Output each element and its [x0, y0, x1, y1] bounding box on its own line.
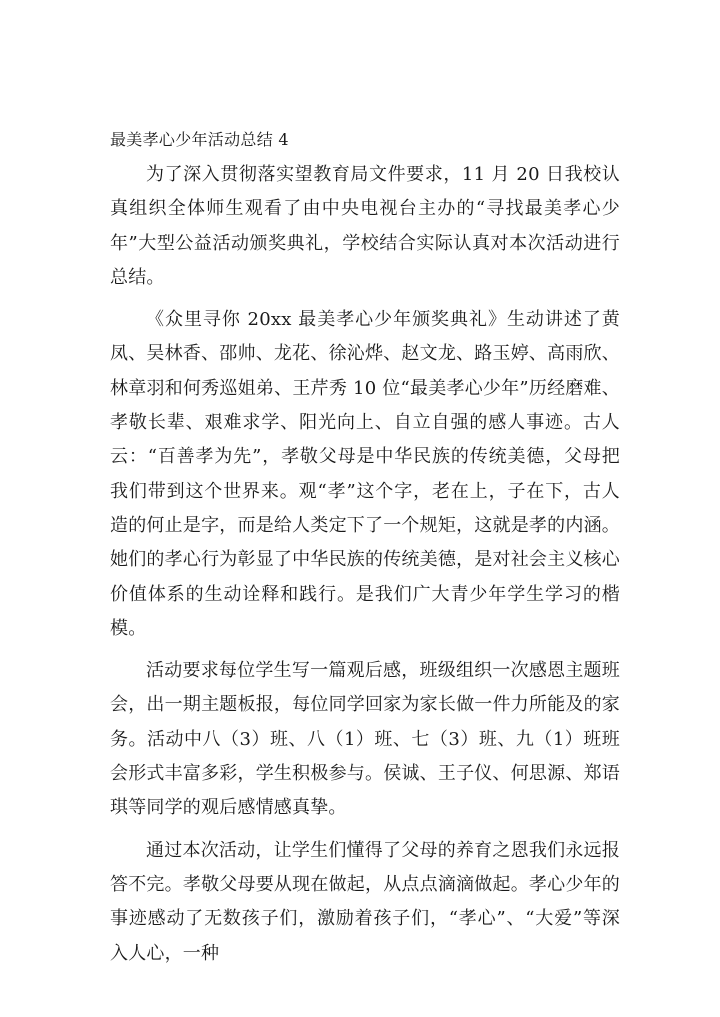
paragraph-conclusion: 通过本次活动，让学生们懂得了父母的养育之恩我们永远报答不完。孝敬父母要从现在做起，从点点滴滴做起。孝心少年的事迹感动了无数孩子们，激励着孩子们，“孝心”、“大爱”等深入人心，一种 — [110, 839, 620, 964]
paragraph-activities: 活动要求每位学生写一篇观后感，班级组织一次感恩主题班会，出一期主题板报，每位同学回家为家长做一件力所能及的家务。活动中八（3）班、八（1）班、七（3）班、九（1）班班会形式丰富多彩，学生积极参与。侯诚、王子仪、何思源、郑语琪等同学的观后感情感真挚。 — [110, 660, 620, 819]
document-body — [110, 128, 620, 979]
paragraph-ceremony: 《众里寻你 20xx 最美孝心少年颁奖典礼》生动讲述了黄凤、吴林香、邵帅、龙花、徐沁烨、赵文龙、路玉婷、高雨欣、林章羽和何秀巡姐弟、王芹秀 10 位“最美孝心少年”历经磨难、孝敬长辈、艰难求学、阳光向上、自立自强的感人事迹。古人云：“百善孝为先”，孝敬父母是中华民族的传统美德，父母把我们带到这个世界来。观“孝”这个字，老在上，子在下，古人造的何止是字，而是给人类定下了一个规矩，这就是孝的内涵。她们的孝心行为彰显了中华民族的传统美德，是对社会主义核心价值体系的生动诠释和践行。是我们广大青少年学生学习的楷模。 — [110, 309, 620, 639]
document-title: 最美孝心少年活动总结 4 — [110, 130, 289, 149]
paragraph-intro: 为了深入贯彻落实望教育局文件要求，11 月 20 日我校认真组织全体师生观看了由中央电视台主办的“寻找最美孝心少年”大型公益活动颁奖典礼，学校结合实际认真对本次活动进行总结。 — [110, 164, 620, 288]
